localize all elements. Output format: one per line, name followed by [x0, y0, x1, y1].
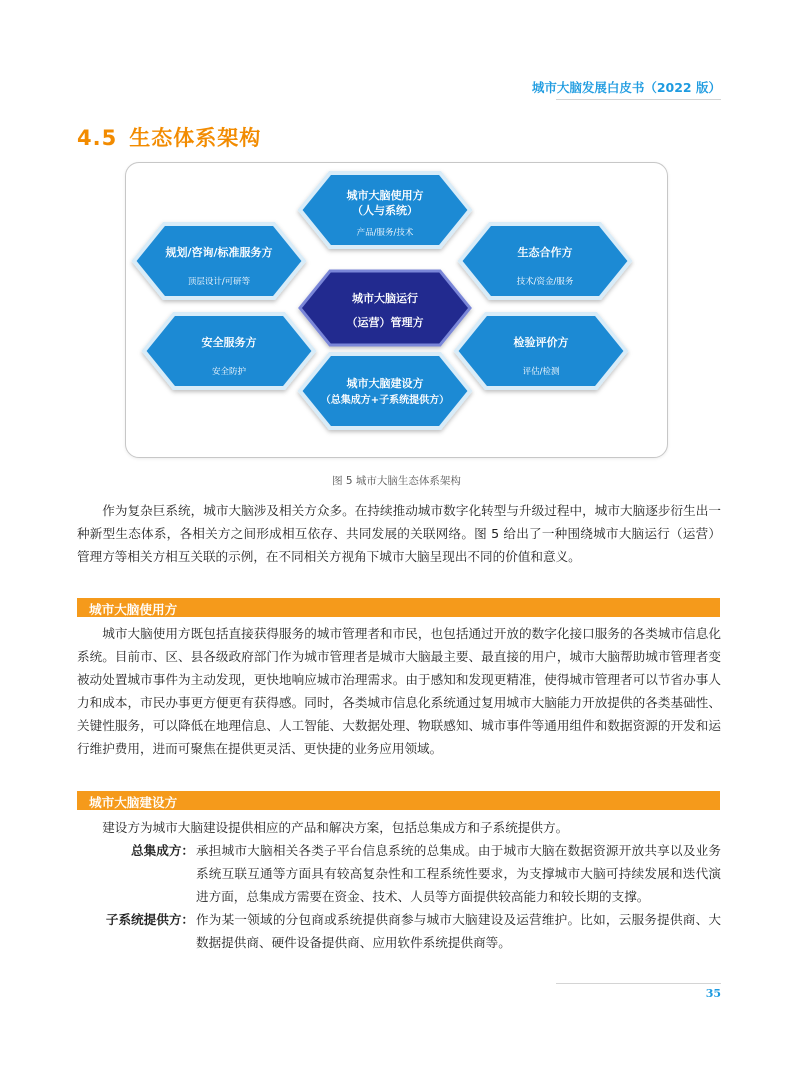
- builders-paragraph: 建设方为城市大脑建设提供相应的产品和解决方案，包括总集成方和子系统提供方。: [102, 820, 569, 835]
- node-center-shape: [300, 271, 470, 345]
- node-lower-left-title: 安全服务方: [201, 336, 257, 349]
- node-lower-right-title: 检验评价方: [513, 336, 569, 349]
- node-upper-right-title: 生态合作方: [517, 246, 573, 259]
- node-bottom: [300, 354, 470, 428]
- footer-divider: [556, 983, 721, 984]
- node-lower-right-sub: 评估/检测: [522, 367, 560, 377]
- figure-caption: 图 5 城市大脑生态体系架构: [332, 475, 461, 487]
- definition-text: 承担城市大脑相关各类子平台信息系统的总集成。由于城市大脑在数据资源开放共享以及业务系统互联互通等方面具有较高复杂性和工程系统性要求，为支撑城市大脑可持续发展和迭代演进方面，总集成方需要在资金、技术、人员等方面提供较高能力和较长期的支撑。: [196, 843, 721, 904]
- definition-text: 作为某一领域的分包商或系统提供商参与城市大脑建设及运营维护。比如，云服务提供商、大数据提供商、硬件设备提供商、应用软件系统提供商等。: [196, 912, 721, 950]
- subsection-title-users: 城市大脑使用方: [89, 602, 178, 617]
- section-heading: [77, 122, 261, 152]
- node-top-subtitle: （人与系统）: [352, 204, 418, 217]
- node-upper-right-sub: 技术/资金/服务: [516, 277, 574, 287]
- intro-paragraph: 作为复杂巨系统，城市大脑涉及相关方众多。在持续推动城市数字化转型与升级过程中，城市大脑逐步衍生出一种新型生态体系，各相关方之间形成相互依存、共同发展的关联网络。图 5 给出了一种围绕城市大脑运行（运营）管理方等相关方相互关联的示例，在不同相关方视角下城市大脑呈现出不同的价值和意义。: [77, 503, 721, 564]
- section-number: 4.5: [77, 126, 118, 150]
- node-lower-left-sub: 安全防护: [211, 367, 247, 377]
- subsection-bar-users: [77, 598, 720, 617]
- node-top-title: 城市大脑使用方: [346, 189, 424, 202]
- node-upper-right: [460, 224, 630, 298]
- node-center-title: 城市大脑运行: [352, 292, 418, 305]
- page-number: 35: [705, 987, 721, 1000]
- node-center: [300, 271, 470, 345]
- node-center-subtitle: （运营）管理方: [346, 316, 424, 329]
- node-lower-left: [144, 314, 314, 388]
- definition-term: 子系统提供方：: [105, 912, 194, 927]
- users-paragraph: 城市大脑使用方既包括直接获得服务的城市管理者和市民，也包括通过开放的数字化接口服务的各类城市信息化系统。目前市、区、县各级政府部门作为城市管理者是城市大脑最主要、最直接的用户，城市大脑帮助城市管理者变被动处置城市事件为主动发现，更快地响应城市治理需求。由于感知和发现更精准，使得城市管理者可以节省办事人力和成本，市民办事更方便更有获得感。同时，各类城市信息化系统通过复用城市大脑能力开放提供的各类基础性、关键性服务，可以降低在地理信息、人工智能、大数据处理、物联感知、城市事件等通用组件和数据资源的开发和运行维护费用，进而可聚焦在提供更灵活、更快捷的业务应用领域。: [77, 626, 721, 756]
- header-divider: [556, 99, 721, 100]
- node-upper-left: [134, 224, 304, 298]
- node-lower-right: [456, 314, 626, 388]
- node-bottom-shape: [300, 354, 470, 428]
- definition-term: 总集成方：: [131, 843, 194, 858]
- node-top: [300, 173, 470, 247]
- node-bottom-subtitle: （总集成方+子系统提供方）: [320, 395, 450, 406]
- node-bottom-title: 城市大脑建设方: [346, 377, 424, 390]
- running-header: 城市大脑发展白皮书（2022 版）: [531, 80, 721, 95]
- section-title: 生态体系架构: [129, 126, 262, 150]
- ecosystem-diagram: [125, 162, 668, 458]
- subsection-bar-builders: [77, 791, 720, 810]
- subsection-title-builders: 城市大脑建设方: [89, 795, 178, 810]
- node-upper-left-title: 规划/咨询/标准服务方: [165, 246, 273, 259]
- node-upper-left-sub: 顶层设计/可研等: [187, 277, 251, 287]
- ecosystem-diagram-svg: [126, 163, 667, 457]
- node-top-sub: 产品/服务/技术: [356, 228, 414, 238]
